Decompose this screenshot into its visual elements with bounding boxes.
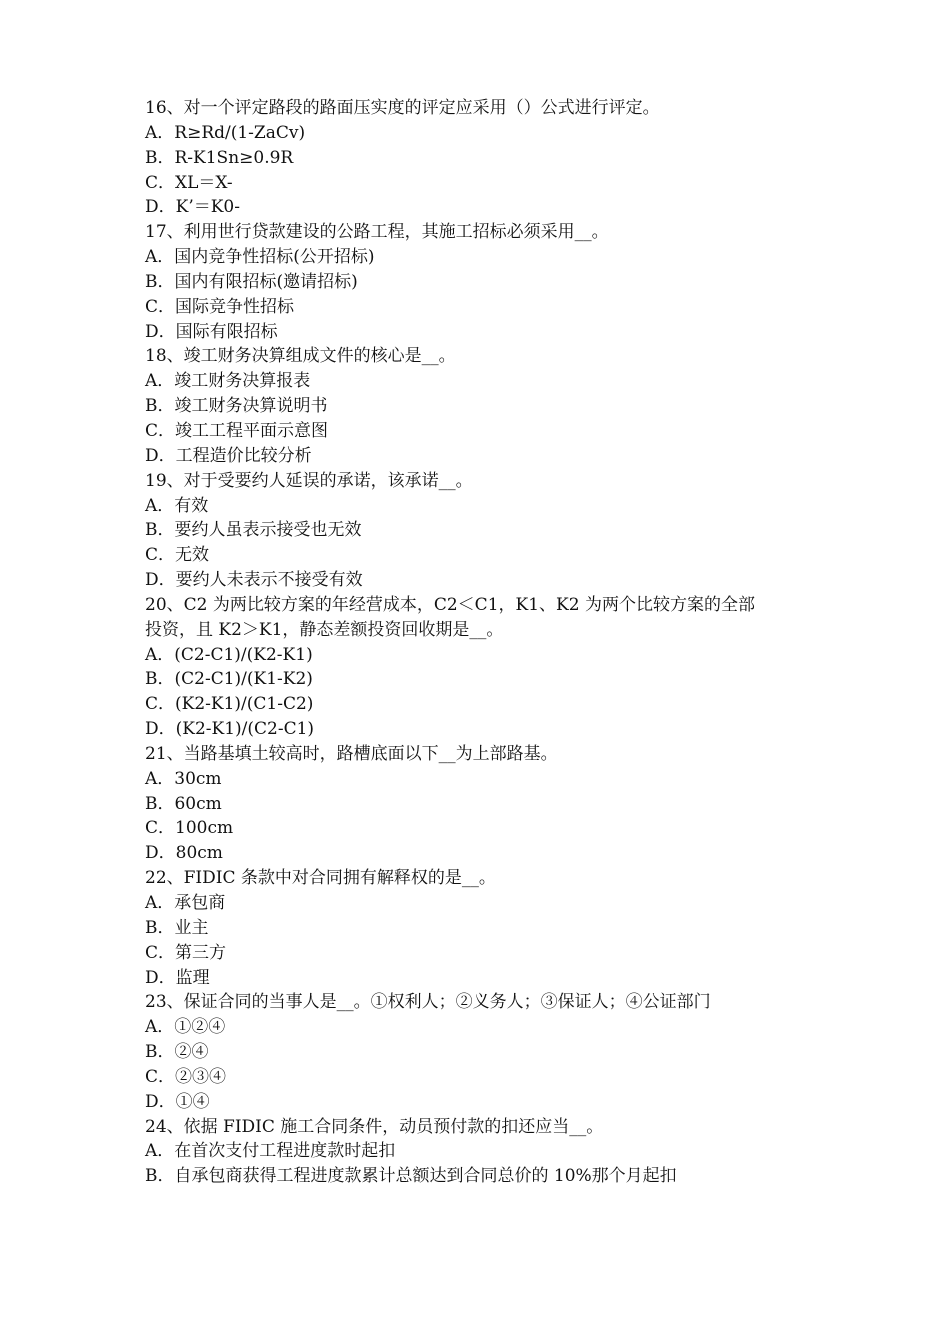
- question-stem: 16、对一个评定路段的路面压实度的评定应采用（）公式进行评定。: [145, 98, 660, 118]
- answer-option: A．有效: [145, 495, 209, 516]
- answer-option: D．工程造价比较分析: [145, 445, 312, 466]
- answer-option: D．K’＝K0-: [145, 197, 240, 218]
- question-stem: 投资，且 K2＞K1，静态差额投资回收期是__。: [145, 619, 504, 640]
- answer-option: B．国内有限招标(邀请招标): [145, 271, 358, 292]
- question-block: [145, 469, 825, 593]
- question-stem: 20、C2 为两比较方案的年经营成本，C2＜C1，K1、K2 为两个比较方案的全部: [145, 594, 755, 615]
- question-block: [145, 593, 825, 742]
- answer-option: A．(C2-C1)/(K2-K1): [145, 644, 313, 665]
- answer-option: D．①④: [145, 1091, 210, 1112]
- answer-option: B．业主: [145, 917, 209, 938]
- answer-option: C．(K2-K1)/(C1-C2): [145, 694, 314, 715]
- question-stem: 21、当路基填土较高时，路槽底面以下__为上部路基。: [145, 743, 558, 764]
- question-block: [145, 866, 825, 990]
- answer-option: C．第三方: [145, 942, 227, 963]
- answer-option: C．无效: [145, 545, 210, 566]
- answer-option: A．国内竞争性招标(公开招标): [145, 247, 375, 268]
- question-stem: 22、FIDIC 条款中对合同拥有解释权的是__。: [145, 868, 496, 889]
- answer-option: B．要约人虽表示接受也无效: [145, 520, 362, 541]
- question-stem: 17、利用世行贷款建设的公路工程，其施工招标必须采用__。: [145, 222, 609, 243]
- answer-option: B．②④: [145, 1042, 209, 1063]
- question-block: [145, 96, 825, 220]
- answer-option: D．国际有限招标: [145, 321, 278, 342]
- answer-option: C．竣工工程平面示意图: [145, 420, 329, 441]
- answer-option: A．在首次支付工程进度款时起扣: [145, 1141, 396, 1162]
- answer-option: A．30cm: [145, 768, 222, 789]
- answer-option: C．XL＝X-: [145, 172, 233, 193]
- answer-option: C．100cm: [145, 818, 234, 839]
- answer-option: B．自承包商获得工程进度款累计总额达到合同总价的 10%那个月起扣: [145, 1166, 677, 1187]
- question-block: [145, 220, 825, 344]
- question-block: [145, 344, 825, 468]
- answer-option: C．②③④: [145, 1066, 227, 1087]
- question-stem: 19、对于受要约人延误的承诺，该承诺__。: [145, 470, 473, 491]
- question-stem: 24、依据 FIDIC 施工合同条件，动员预付款的扣还应当__。: [145, 1116, 604, 1137]
- answer-option: B．R-K1Sn≥0.9R: [145, 147, 294, 168]
- question-block: [145, 1115, 825, 1190]
- answer-option: A．R≥Rd/(1-ZaCv): [145, 122, 306, 143]
- question-block: [145, 742, 825, 866]
- question-stem: 18、竣工财务决算组成文件的核心是__。: [145, 346, 456, 367]
- answer-option: B．竣工财务决算说明书: [145, 396, 328, 417]
- answer-option: D．(K2-K1)/(C2-C1): [145, 719, 315, 740]
- answer-option: D．要约人未表示不接受有效: [145, 570, 363, 591]
- answer-option: B．(C2-C1)/(K1-K2): [145, 669, 313, 690]
- question-stem: 23、保证合同的当事人是__。①权利人；②义务人；③保证人；④公证部门: [145, 992, 711, 1013]
- answer-option: A．竣工财务决算报表: [145, 371, 311, 392]
- answer-option: A．承包商: [145, 893, 226, 913]
- question-list: [145, 96, 825, 1189]
- answer-option: A．①②④: [145, 1017, 226, 1038]
- answer-option: B．60cm: [145, 793, 222, 814]
- answer-option: C．国际竞争性招标: [145, 296, 295, 317]
- answer-option: D．80cm: [145, 843, 223, 864]
- answer-option: D．监理: [145, 967, 210, 988]
- question-block: [145, 990, 825, 1114]
